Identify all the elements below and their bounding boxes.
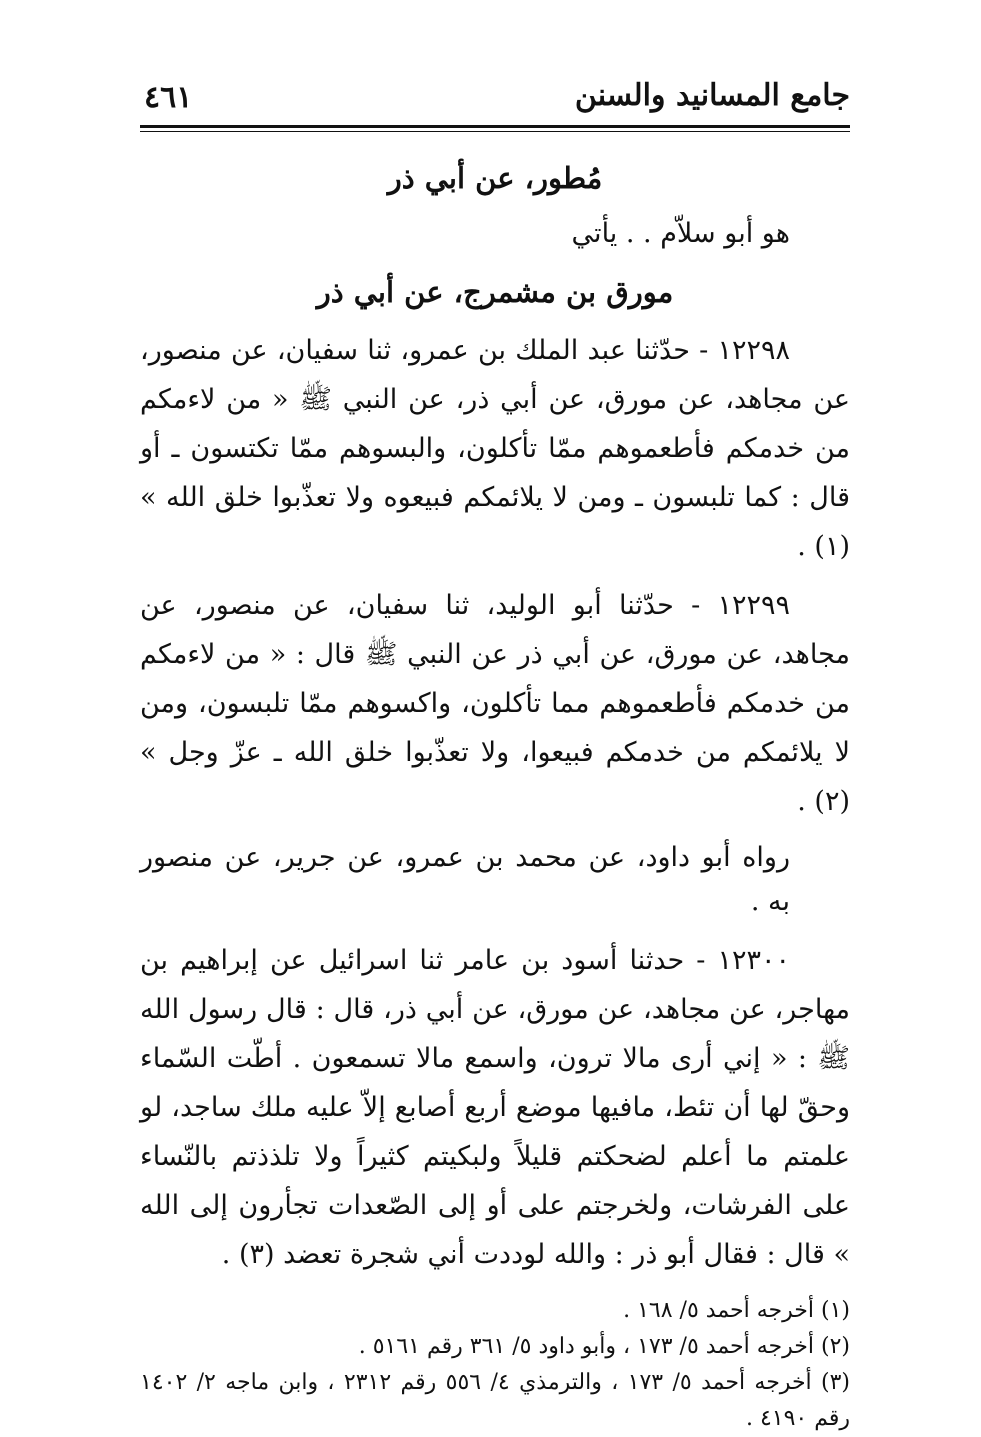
- page-number: ٤٦١: [144, 80, 193, 115]
- footnote-1: (١) أخرجه أحمد ٥/ ١٦٨ .: [623, 1298, 850, 1323]
- running-title: جامع المسانيد والسنن: [574, 78, 850, 113]
- page-header: [140, 70, 850, 120]
- section-heading-mutawwir: مُطور، عن أبي ذر: [387, 161, 603, 195]
- cross-reference: هو أبو سلاّم . . يأتي: [571, 218, 790, 249]
- header-rule: [140, 125, 850, 128]
- hadith-12299: ١٢٢٩٩ - حدّثنا أبو الوليد، ثنا سفيان، عن منصور، عن مجاهد، عن مورق، عن أبي ذر عن النبي ﷺ قال : « من لاءمكم من خدمكم فأطعموهم مما تأكلون، واكسوهم ممّا تلبسون، ومن لا يلائمكم من خدمكم فبيعوا، ولا تعذّبوا خلق الله ـ عزّ وجل » (٢) .: [140, 590, 850, 817]
- hadith-12298: ١٢٢٩٨ - حدّثنا عبد الملك بن عمرو، ثنا سفيان، عن منصور، عن مجاهد، عن مورق، عن أبي ذر، عن النبي ﷺ « من لاءمكم من خدمكم فأطعموهم ممّا تأكلون، والبسوهم ممّا تكتسون ـ أو قال : كما تلبسون ـ ومن لا يلائمكم فبيعوه ولا تعذّبوا خلق الله » (١) .: [140, 335, 850, 562]
- page-content: [140, 148, 850, 1437]
- hadith-12300: ١٢٣٠٠ - حدثنا أسود بن عامر ثنا اسرائيل عن إبراهيم بن مهاجر، عن مجاهد، عن مورق، عن أبي ذر، قال : قال رسول الله ﷺ : « إني أرى مالا ترون، واسمع مالا تسمعون . أطّت السّماء وحقّ لها أن تئط، مافيها موضع أربع أصابع إلاّ عليه ملك ساجد، لو علمتم ما أعلم لضحكتم قليلاً ولبكيتم كثيراً ولا تلذذتم بالنّساء على الفرشات، ولخرجتم على أو إلى الصّعدات تجأرون إلى الله » قال : فقال أبو ذر : والله لوددت أني شجرة تعضد (٣) .: [140, 945, 850, 1270]
- header-rule-thin: [140, 131, 850, 132]
- riwaya-note: رواه أبو داود، عن محمد بن عمرو، عن جرير، عن منصور به .: [140, 842, 790, 917]
- footnote-2: (٢) أخرجه أحمد ٥/ ١٧٣ ، وأبو داود ٥/ ٣٦١ رقم ٥١٦١ .: [358, 1334, 850, 1359]
- section-heading-mawriq: مورق بن مشمرج، عن أبي ذر: [316, 275, 674, 309]
- footnote-3: (٣) أخرجه أحمد ٥/ ١٧٣ ، والترمذي ٤/ ٥٥٦ رقم ٢٣١٢ ، وابن ماجه ٢/ ١٤٠٢ رقم ٤١٩٠ .: [140, 1370, 851, 1431]
